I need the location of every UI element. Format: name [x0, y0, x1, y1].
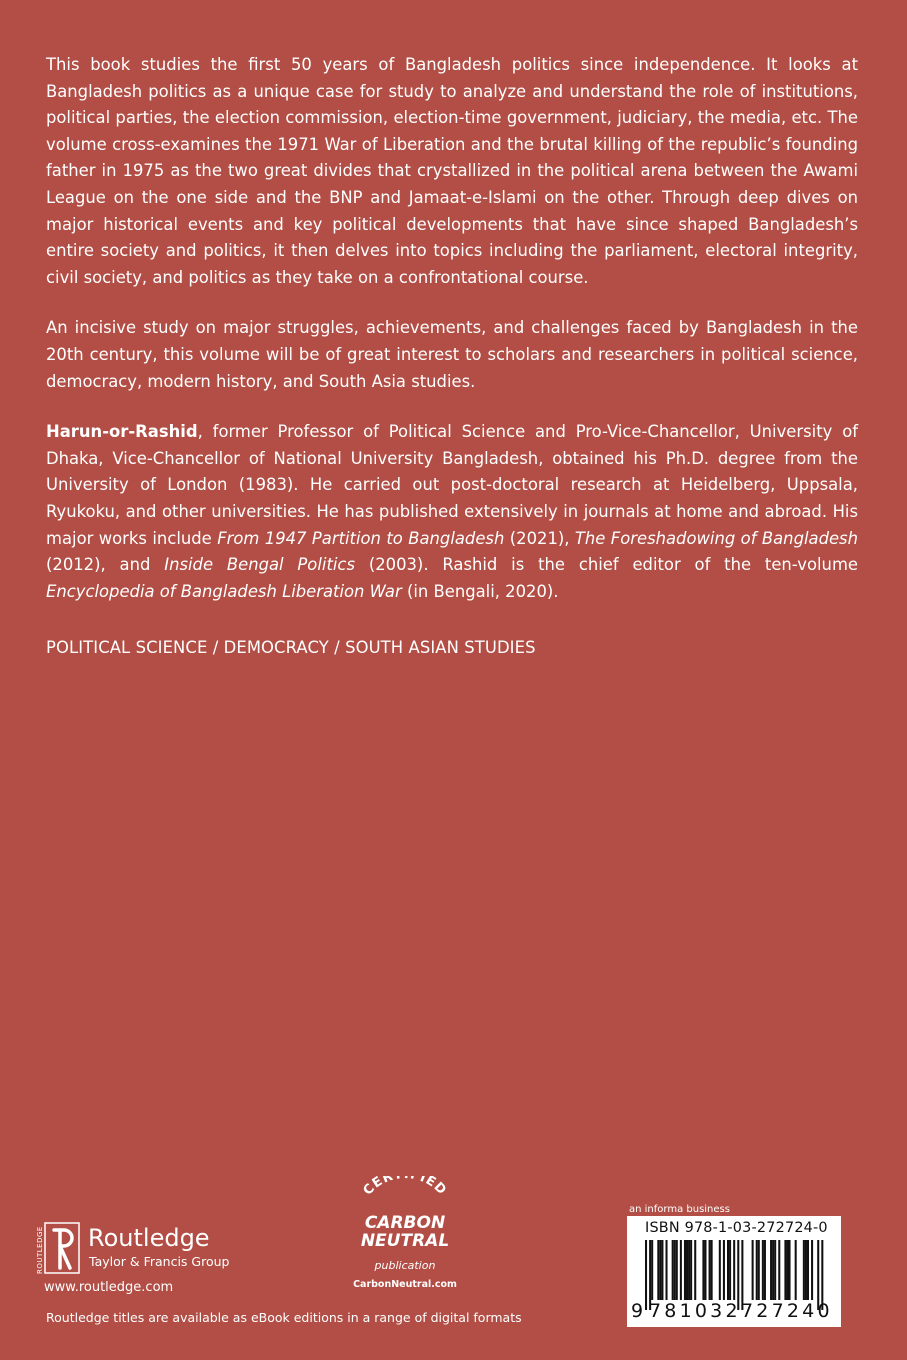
barcode-bar [762, 1240, 764, 1300]
work-title: Encyclopedia of Bangladesh Liberation War [46, 581, 402, 601]
barcode-bar [690, 1240, 692, 1300]
author-bio [46, 419, 858, 605]
barcode-bar [803, 1240, 805, 1300]
back-cover-text [46, 52, 858, 662]
barcode-bar [756, 1240, 758, 1300]
barcode-bar [764, 1240, 766, 1300]
certified-label: CER IED [360, 1176, 450, 1199]
routledge-logo [36, 1222, 264, 1295]
publisher-group: Taylor & Francis Group [89, 1254, 230, 1269]
barcode-digits-right: 727240 [741, 1300, 833, 1322]
work-title: From 1947 Partition to Bangladesh [217, 528, 505, 548]
carbon-label: CARBON [364, 1213, 446, 1233]
barcode-bar [758, 1240, 760, 1300]
subject-categories: POLITICAL SCIENCE / DEMOCRACY / SOUTH ASIAN STUDIES [46, 638, 536, 658]
barcode-bar [672, 1240, 674, 1300]
barcode-bar [752, 1240, 754, 1300]
barcode-bar [684, 1240, 686, 1300]
barcode-bar [709, 1240, 711, 1300]
work-title: Inside Bengal Politics [164, 555, 355, 575]
barcode-bar [805, 1240, 807, 1300]
barcode-bar [811, 1240, 813, 1300]
carbon-site: CarbonNeutral.com [353, 1279, 457, 1290]
barcode-bar [770, 1240, 772, 1300]
description-paragraph-2: An incisive study on major struggles, achievements, and challenges faced by Bangladesh in the 20th century, this volume will be of great interest to scholars and researchers in political science, democracy, modern history, and South Asia studies. [46, 318, 858, 391]
neutral-label: NEUTRAL [360, 1231, 450, 1251]
isbn-number: ISBN 978-1-03-272724-0 [645, 1220, 828, 1236]
barcode-bar [733, 1240, 735, 1300]
barcode-bar [657, 1240, 659, 1300]
barcode-bar [778, 1240, 780, 1300]
barcode-bar [686, 1240, 688, 1300]
barcode-bar [661, 1240, 663, 1300]
carbon-neutral-icon [345, 1176, 465, 1280]
routledge-r-icon [44, 1222, 80, 1274]
barcode-bar [727, 1240, 729, 1300]
informa-label: an informa business [629, 1204, 730, 1215]
isbn-barcode [627, 1216, 841, 1327]
barcode-digits-left: 781032 [649, 1300, 741, 1322]
barcode-bar [651, 1240, 653, 1300]
barcode-bar [711, 1240, 713, 1300]
publisher-vertical-label: ROUTLEDGE [36, 1226, 44, 1274]
ebook-note: Routledge titles are available as eBook editions in a range of digital formats [46, 1310, 522, 1325]
barcode-bar [702, 1240, 704, 1300]
barcode-bar [680, 1240, 682, 1300]
author-bio-text: (2003). Rashid is the chief editor of the ten-volume [354, 555, 858, 575]
author-bio-text: (2021), [504, 528, 575, 548]
carbon-neutral-badge [345, 1176, 465, 1296]
description-paragraph-1: This book studies the first 50 years of Bangladesh politics since independence. It looks at Bangladesh politics as a unique case for study to analyze and understand the role of institutions, political parties, the election commission, election-time government, judiciary, the media, etc. The volume cross-examines the 1971 War of Liberation and the brutal killing of the republic’s founding father in 1975 as the two great divides that crystallized in the political arena between the Awami League on the one side and the BNP and Jamaat-e-Islami on the other. Through deep dives on major historical events and key political developments that have since shaped Bangladesh’s entire society and politics, it then delves into topics including the parliament, electoral integrity, civil society, and politics as they take on a confrontational course. [46, 55, 858, 287]
work-title: The Foreshadowing of Bangladesh [574, 528, 858, 548]
barcode-digit-lead: 9 [631, 1300, 644, 1322]
barcode-bar [659, 1240, 661, 1300]
barcode-bar [719, 1240, 721, 1300]
author-bio-text: , former Professor of Political Science and Pro-Vice-Chancellor, University of Dhaka, Vice-Chancellor of National University Bangladesh, obtained his Ph.D. degree from the University of London (1983). He carried out post-doctoral research at Heidelberg, Uppsala, Ryukoku, and other universities. He has published extensively in journals at home and abroad. His major works include [46, 422, 858, 548]
publisher-url[interactable]: www.routledge.com [44, 1280, 174, 1295]
barcode-bar [704, 1240, 706, 1300]
barcode-bar [688, 1240, 690, 1300]
author-name: Harun-or-Rashid [46, 422, 198, 442]
svg-text:CERTIFIED [360, 1176, 449, 1199]
barcode-bar [723, 1240, 725, 1300]
barcode-bar [807, 1240, 809, 1300]
barcode-bar [729, 1240, 731, 1300]
barcode-bar [789, 1240, 791, 1300]
author-bio-text: (in Bengali, 2020). [401, 581, 559, 601]
barcode-bar [784, 1240, 786, 1300]
barcode-bar [786, 1240, 788, 1300]
publisher-name: Routledge [88, 1224, 210, 1252]
publication-label: publication [374, 1259, 436, 1272]
barcode-bar [772, 1240, 774, 1300]
barcode-bar [674, 1240, 676, 1300]
barcode-bar [694, 1240, 696, 1300]
barcode-bar [676, 1240, 678, 1300]
barcode-bar [795, 1240, 797, 1300]
barcode-bar [666, 1240, 668, 1300]
barcode-bar [774, 1240, 776, 1300]
barcode-bar [645, 1240, 647, 1310]
author-bio-text: (2012), and [46, 555, 165, 575]
